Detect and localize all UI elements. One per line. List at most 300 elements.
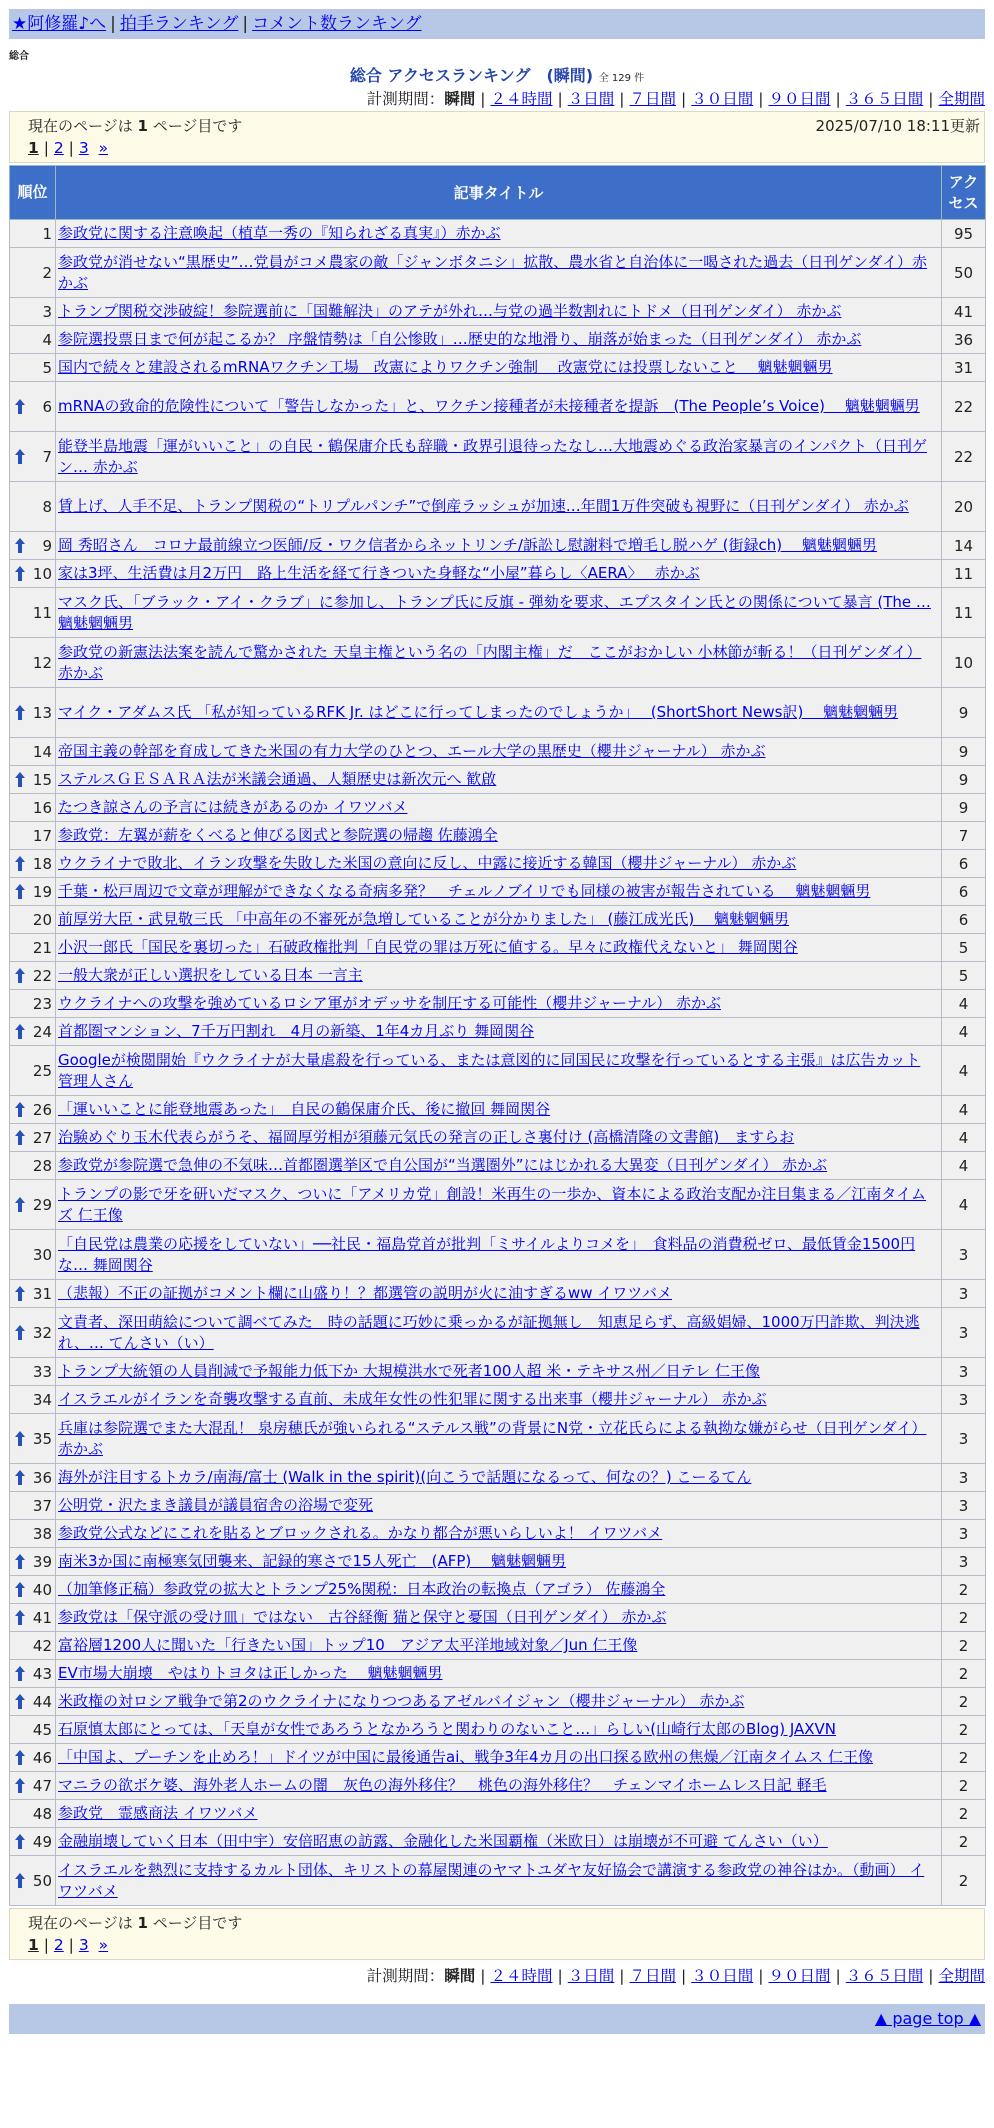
access-count: 6 [942,850,986,878]
article-title-link[interactable]: 公明党・沢たまき議員が議員宿舎の浴場で変死 [58,1496,374,1514]
article-title-link[interactable]: 小沢一郎氏「国民を裏切った」石破政権批判「自民党の罪は万死に値する。早々に政権代えないと」 舞岡関谷 [58,938,798,956]
access-count: 9 [942,688,986,738]
rank-up-arrow-icon [15,968,25,983]
page-3-link[interactable]: 3 [78,139,89,157]
rank-up-arrow-icon [15,1778,25,1793]
rank-cell [10,1280,56,1308]
rank-up-arrow-icon [15,1582,25,1597]
access-count: 3 [942,1464,986,1492]
rank-cell [10,1046,56,1096]
article-title-link[interactable]: 参政党は「保守派の受け皿」ではない 古谷経衡 猫と保守と憂国（日刊ゲンダイ） 赤かぶ [58,1608,667,1626]
rank-number: 36 [32,1468,52,1487]
rank-number: 26 [32,1100,52,1119]
article-title-link[interactable]: 参院選投票日まで何が起こるか？ 序盤情勢は「自公惨敗」…歴史的な地滑り、崩落が始まった（日刊ゲンダイ） 赤かぶ [58,330,862,348]
table-row [10,1464,986,1492]
article-title-link[interactable]: トランプの影で牙を研いだマスク、ついに「アメリカ党」創設！米再生の一歩か、資本による政治支配か注目集まる／江南タイムズ 仁王像 [58,1184,927,1224]
title-cell [56,1660,942,1688]
rank-number: 28 [32,1156,52,1175]
rank-cell [10,1308,56,1358]
period-7d-link[interactable]: ７日間 [629,1967,676,1985]
rank-cell [10,1632,56,1660]
table-row [10,482,986,532]
table-row [10,850,986,878]
title-cell [56,822,942,850]
title-cell [56,1230,942,1280]
table-row [10,1548,986,1576]
rank-number: 18 [32,854,52,873]
table-row [10,1856,986,1906]
title-cell [56,990,942,1018]
rank-number: 29 [32,1195,52,1214]
title-cell [56,326,942,354]
nav-clap-ranking-link[interactable]: 拍手ランキング [119,14,239,34]
title-cell [56,298,942,326]
article-title-link[interactable]: ウクライナで敗北、イラン攻撃を失敗した米国の意向に反し、中露に接近する韓国（櫻井ジャーナル） 赤かぶ [58,854,797,872]
access-count: 4 [942,1152,986,1180]
article-title-link[interactable]: 参政党公式などにこれを貼るとブロックされる。かなり都合が悪いらしいよ！ イワツバメ [58,1524,663,1542]
title-cell [56,766,942,794]
rank-cell [10,906,56,934]
access-count: 14 [942,532,986,560]
table-row [10,934,986,962]
title-cell [56,878,942,906]
rank-number: 30 [32,1245,52,1264]
title-cell [56,738,942,766]
article-title-link[interactable]: 参政党：左翼が薪をくべると伸びる図式と参院選の帰趨 佐藤鴻全 [58,826,498,844]
title-cell [56,1308,942,1358]
rank-cell [10,1414,56,1464]
article-title-link[interactable]: 文責者、深田萌絵について調べてみた 時の話題に巧妙に乗っかるが証拠無し 知恵足らず、高級娼婦、1000万円詐欺、判決逃れ、… てんさい（い） [58,1312,920,1352]
title-cell [56,220,942,248]
rank-up-arrow-icon [15,1610,25,1625]
table-row [10,1152,986,1180]
rank-number: 37 [32,1496,52,1515]
rank-number: 8 [42,497,52,516]
rank-up-arrow-icon [15,1750,25,1765]
access-count: 2 [942,1828,986,1856]
title-cell [56,1046,942,1096]
article-title-link[interactable]: mRNAの致命的危険性について「警告しなかった」と、ワクチン接種者が未接種者を提訴 (The People’s Voice) 魑魅魍魎男 [58,397,920,415]
title-cell [56,1280,942,1308]
table-row [10,766,986,794]
article-title-link[interactable]: 「運いいことに能登地震あった」 自民の鶴保庸介氏、後に撤回 舞岡関谷 [58,1100,551,1118]
article-title-link[interactable]: （悲報）不正の証拠がコメント欄に山盛り！？都選管の説明が火に油すぎるww イワツバメ [58,1284,673,1302]
table-row [10,1308,986,1358]
rank-number: 11 [32,603,52,622]
access-count: 2 [942,1744,986,1772]
article-title-link[interactable]: （加筆修正稿）参政党の拡大とトランプ25%関税：日本政治の転換点（アゴラ） 佐藤鴻全 [58,1580,666,1598]
rank-number: 39 [32,1552,52,1571]
rank-number: 33 [32,1362,52,1381]
nav-home-link[interactable]: ★阿修羅♪へ [12,14,107,34]
table-row [10,794,986,822]
rank-cell [10,850,56,878]
access-count: 10 [942,638,986,688]
title-cell [56,1800,942,1828]
title-cell [56,1772,942,1800]
table-row [10,962,986,990]
title-cell [56,1124,942,1152]
article-title-link[interactable]: たつき諒さんの予言には続きがあるのか イワツバメ [58,798,408,816]
rank-cell [10,1096,56,1124]
access-count: 2 [942,1716,986,1744]
rank-up-arrow-icon [15,1834,25,1849]
rank-number: 14 [32,742,52,761]
article-title-link[interactable]: トランプ関税交渉破綻！参院選前に「国難解決」のアテが外れ…与党の過半数割れにトドメ（日刊ゲンダイ） 赤かぶ [58,302,842,320]
title-cell [56,354,942,382]
access-count: 3 [942,1492,986,1520]
article-title-link[interactable]: 前厚労大臣・武見敬三氏 「中高年の不審死が急増していることが分かりました」 (藤江成光氏) 魑魅魍魎男 [58,910,790,928]
page-2-link[interactable]: 2 [53,139,64,157]
rank-number: 12 [32,653,52,672]
access-count: 3 [942,1280,986,1308]
article-title-link[interactable]: 金融崩壊していく日本（田中宇）安倍昭恵の訪露、金融化した米国覇権（米欧日）は崩壊が不可避 てんさい（い） [58,1832,828,1850]
table-row [10,638,986,688]
rank-up-arrow-icon [15,1666,25,1681]
access-count: 4 [942,1096,986,1124]
article-title-link[interactable]: 千葉・松戸周辺で文章が理解ができなくなる奇病多発？ チェルノブイリでも同様の被害が報告されている 魑魅魍魎男 [58,882,871,900]
title-cell [56,962,942,990]
period-24h-link[interactable]: ２４時間 [490,90,553,108]
article-title-link[interactable]: 南米3か国に南極寒気団襲来、記録的寒さで15人死亡 (AFP) 魑魅魍魎男 [58,1552,567,1570]
access-count: 4 [942,1018,986,1046]
access-count: 2 [942,1576,986,1604]
period-all-link[interactable]: 全期間 [938,90,985,108]
table-row [10,1358,986,1386]
title-cell [56,638,942,688]
access-count: 11 [942,588,986,638]
access-count: 3 [942,1230,986,1280]
title-cell [56,688,942,738]
title-cell [56,1492,942,1520]
total-count: 全 129 件 [598,73,645,84]
article-title-link[interactable]: 富裕層1200人に聞いた「行きたい国」トップ10 アジア太平洋地域対象／Jun 仁王像 [58,1636,638,1654]
table-row [10,1716,986,1744]
rank-cell [10,1492,56,1520]
period-label: 計測期間： [366,1967,445,1985]
article-title-link[interactable]: 一般大衆が正しい選択をしている日本 一言主 [58,966,363,984]
rank-number: 45 [32,1720,52,1739]
article-title-link[interactable]: 能登半島地震「運がいいこと」の自民・鶴保庸介氏も辞職・政界引退待ったなし…大地震めぐる政治家暴言のインパクト（日刊ゲン… 赤かぶ [58,436,927,476]
rank-number: 50 [32,1871,52,1890]
table-row [10,220,986,248]
rank-number: 9 [42,536,52,555]
rank-cell [10,532,56,560]
access-count: 9 [942,738,986,766]
table-row [10,1660,986,1688]
rank-number: 48 [32,1804,52,1823]
rank-number: 22 [32,966,52,985]
period-3d-link[interactable]: ３日間 [567,90,615,108]
rank-number: 21 [32,938,52,957]
table-row [10,1096,986,1124]
table-row [10,822,986,850]
rank-cell [10,962,56,990]
period-current: 瞬間 [444,90,476,108]
access-count: 3 [942,1308,986,1358]
access-count: 2 [942,1856,986,1906]
title-cell [56,906,942,934]
title-cell [56,1180,942,1230]
article-title-link[interactable]: 兵庫は参院選でまた大混乱！ 泉房穂氏が強いられる“ステルス戦”の背景にN党・立花氏らによる執拗な嫌がらせ（日刊ゲンダイ） 赤かぶ [58,1418,927,1458]
top-nav-bar [9,9,985,39]
rank-number: 41 [32,1608,52,1627]
title-cell [56,560,942,588]
title-cell [56,1548,942,1576]
rank-up-arrow-icon [15,1102,25,1117]
access-count: 9 [942,766,986,794]
rank-cell [10,1124,56,1152]
article-title-link[interactable]: 帝国主義の幹部を育成してきた米国の有力大学のひとつ、エール大学の黒歴史（櫻井ジャーナル） 赤かぶ [58,742,766,760]
article-title-link[interactable]: イスラエルを熱烈に支持するカルト団体、キリストの幕屋関連のヤマトユダヤ友好協会で講演する参政党の神谷はか。（動画） イワツバメ [58,1860,925,1900]
table-row [10,688,986,738]
table-row [10,1604,986,1632]
article-title-link[interactable]: マニラの欲ボケ婆、海外老人ホームの闇 灰色の海外移住？ 桃色の海外移住？ チェンマイホームレス日記 軽毛 [58,1776,827,1794]
access-count: 4 [942,990,986,1018]
title-cell [56,1386,942,1414]
title-cell [56,1856,942,1906]
rank-cell [10,248,56,298]
table-row [10,1744,986,1772]
rank-cell [10,1230,56,1280]
current-page-text: 現在のページは 1 ページ目です [28,1914,243,1932]
access-count: 95 [942,220,986,248]
updated-timestamp: 2025/07/10 18:11更新 [815,117,980,135]
nav-comment-ranking-link[interactable]: コメント数ランキング [252,14,422,34]
rank-number: 43 [32,1664,52,1683]
period-30d-link[interactable]: ３０日間 [691,90,754,108]
table-row [10,1046,986,1096]
page-3-link[interactable]: 3 [78,1936,89,1954]
pager-bottom [9,1908,985,1960]
article-title-link[interactable]: 参政党に関する注意喚起（植草一秀の『知られざる真実』）赤かぶ [58,224,501,242]
ranking-title: 総合 アクセスランキング (瞬間) [349,66,594,85]
table-row [10,1520,986,1548]
rank-cell [10,1520,56,1548]
access-count: 2 [942,1688,986,1716]
article-title-link[interactable]: イスラエルがイランを奇襲攻撃する直前、未成年女性の性犯罪に関する出来事（櫻井ジャーナル） 赤かぶ [58,1390,767,1408]
article-title-link[interactable]: 家は3坪、生活費は月2万円 路上生活を経て行きついた身軽な“小屋”暮らし〈AERA〉 赤かぶ [58,564,700,582]
title-cell [56,1604,942,1632]
period-3d-link[interactable]: ３日間 [567,1967,615,1985]
page-2-link[interactable]: 2 [53,1936,64,1954]
article-title-link[interactable]: 治験めぐり玉木代表らがうそ、福岡厚労相が須藤元気氏の発言の正しさ裏付け (高橋清隆の文書館) ますらお [58,1128,795,1146]
access-count: 50 [942,248,986,298]
access-count: 36 [942,326,986,354]
access-count: 5 [942,962,986,990]
rank-cell [10,1660,56,1688]
rank-cell [10,1386,56,1414]
article-title-link[interactable]: 首都圏マンション、7千万円割れ 4月の新築、1年4カ月ぶり 舞岡関谷 [58,1022,535,1040]
rank-cell [10,1716,56,1744]
access-count: 3 [942,1520,986,1548]
rank-cell [10,766,56,794]
access-count: 41 [942,298,986,326]
article-title-link[interactable]: 参政党が消せない“黒歴史”…党員がコメ農家の敵「ジャンボタニシ」拡散、農水省と自治体に一喝された過去（日刊ゲンダイ）赤かぶ [58,252,928,292]
rank-cell [10,1744,56,1772]
article-title-link[interactable]: 国内で続々と建設されるmRNAワクチン工場 改憲によりワクチン強制 改憲党には投票しないこと 魑魅魍魎男 [58,358,833,376]
period-90d-link[interactable]: ９０日間 [768,90,831,108]
rank-number: 1 [42,224,52,243]
title-cell [56,1828,942,1856]
rank-number: 42 [32,1636,52,1655]
title-cell [56,432,942,482]
article-title-link[interactable]: 参政党の新憲法法案を読んで驚かされた 天皇主権という名の「内閣主権」だ ここがおかしい 小林節が斬る！（日刊ゲンダイ） 赤かぶ [58,642,922,682]
rank-cell [10,220,56,248]
rank-number: 34 [32,1390,52,1409]
table-row [10,382,986,432]
nav-separator: | [110,14,116,34]
rank-number: 23 [32,994,52,1013]
period-365d-link[interactable]: ３６５日間 [845,90,924,108]
rank-number: 38 [32,1524,52,1543]
next-page-link[interactable]: » [98,139,109,157]
table-row [10,1386,986,1414]
rank-up-arrow-icon [15,566,25,581]
page-1-current: 1 [28,1936,39,1954]
rank-cell [10,382,56,432]
access-count: 3 [942,1386,986,1414]
period-7d-link[interactable]: ７日間 [629,90,676,108]
period-label: 計測期間： [366,90,445,108]
access-count: 20 [942,482,986,532]
nav-separator: | [242,14,249,34]
table-row [10,1772,986,1800]
article-title-link[interactable]: 米政権の対ロシア戦争で第2のウクライナになりつつあるアゼルバイジャン（櫻井ジャーナル） 赤かぶ [58,1692,745,1710]
rank-number: 4 [42,330,52,349]
article-title-link[interactable]: 石原慎太郎にとっては、「天皇が女性であろうとなかろうと関わりのないこと…」らしい(山崎行太郎のBlog) JAXVN [58,1720,837,1738]
access-count: 2 [942,1800,986,1828]
rank-number: 32 [32,1323,52,1342]
article-title-link[interactable]: 「自民党は農業の応援をしていない」──社民・福島党首が批判「ミサイルよりコメを」 食料品の消費税ゼロ、最低賃金1500円な… 舞岡関谷 [58,1234,916,1274]
rank-cell [10,1464,56,1492]
title-cell [56,482,942,532]
article-title-link[interactable]: ウクライナへの攻撃を強めているロシア軍がオデッサを制圧する可能性（櫻井ジャーナル） 赤かぶ [58,994,721,1012]
title-cell [56,1520,942,1548]
next-page-link[interactable]: » [98,1936,109,1954]
article-title-link[interactable]: 賃上げ、人手不足、トランプ関税の“トリプルパンチ”で倒産ラッシュが加速…年間1万件突破も視野に（日刊ゲンダイ） 赤かぶ [58,497,909,515]
header-title: 記事タイトル [56,166,942,220]
rank-number: 46 [32,1748,52,1767]
access-count: 31 [942,354,986,382]
table-row [10,1576,986,1604]
period-selector-bottom: 計測期間：瞬間 | ２４時間 | ３日間 | ７日間 | ３０日間 | ９０日間 | ３６５日間 | 全期間 [366,1967,985,1985]
rank-number: 20 [32,910,52,929]
rank-up-arrow-icon [15,772,25,787]
table-row [10,354,986,382]
access-count: 5 [942,934,986,962]
rank-number: 27 [32,1128,52,1147]
rank-number: 2 [42,263,52,282]
table-row [10,1280,986,1308]
period-all-link[interactable]: 全期間 [938,1967,985,1985]
rank-up-arrow-icon [15,884,25,899]
rank-cell [10,354,56,382]
rank-up-arrow-icon [15,1130,25,1145]
period-365d-link[interactable]: ３６５日間 [845,1967,924,1985]
table-row [10,248,986,298]
article-title-link[interactable]: マスク氏、「ブラック・アイ・クラブ」に参加し、トランプ氏に反旗 - 弾劾を要求、エプスタイン氏との関係について暴言 (The … 魑魅魍魎男 [58,592,931,632]
rank-cell [10,1018,56,1046]
article-title-link[interactable]: 参政党が参院選で急伸の不気味…首都圏選挙区で自公国が“当選圏外”にはじかれる大異変（日刊ゲンダイ） 赤かぶ [58,1156,828,1174]
table-row [10,1828,986,1856]
rank-cell [10,822,56,850]
rank-cell [10,688,56,738]
rank-cell [10,326,56,354]
title-cell [56,382,942,432]
rank-cell [10,794,56,822]
article-title-link[interactable]: 「中国よ、プーチンを止めろ！」ドイツが中国に最後通告ai、戦争3年4カ月の出口探る欧州の焦燥／江南タイムス 仁王像 [58,1748,873,1766]
table-row [10,1414,986,1464]
rank-number: 5 [42,358,52,377]
table-row [10,738,986,766]
article-title-link[interactable]: EV市場大崩壊 やはりトヨタは正しかった 魑魅魍魎男 [58,1664,443,1682]
article-title-link[interactable]: ステルスＧＥＳＡＲＡ法が米議会通過、人類歴史は新次元へ 歓啟 [58,770,497,788]
title-cell [56,850,942,878]
rank-cell [10,482,56,532]
rank-number: 40 [32,1580,52,1599]
rank-cell [10,1548,56,1576]
table-row [10,560,986,588]
rank-up-arrow-icon [15,399,25,414]
rank-up-arrow-icon [15,449,25,464]
ranking-table [9,165,986,1906]
access-count: 22 [942,382,986,432]
rank-number: 49 [32,1832,52,1851]
rank-cell [10,1180,56,1230]
rank-number: 31 [32,1284,52,1303]
rank-cell [10,738,56,766]
rank-number: 15 [32,770,52,789]
rank-up-arrow-icon [15,705,25,720]
article-title-link[interactable]: マイク・アダムス氏 「私が知っているRFK Jr. はどこに行ってしまったのでしょうか」 (ShortShort News訳) 魑魅魍魎男 [58,703,899,721]
page-wrapper [9,9,985,2034]
page-title [9,65,985,87]
article-title-link[interactable]: 岡 秀昭さん コロナ最前線立つ医師/反・ワク信者からネットリンチ/訴訟し慰謝料で増毛し脱ハゲ (街録ch) 魑魅魍魎男 [58,536,877,554]
rank-cell [10,934,56,962]
rank-cell [10,432,56,482]
rank-number: 35 [32,1429,52,1448]
access-count: 2 [942,1604,986,1632]
rank-number: 47 [32,1776,52,1795]
access-count: 22 [942,432,986,482]
footer-bar [9,2004,985,2034]
access-count: 3 [942,1358,986,1386]
article-title-link[interactable]: 海外が注目するトカラ/南海/富士 (Walk in the spirit)(向こうで話題になるって、何なの？) こーるてん [58,1468,752,1486]
rank-up-arrow-icon [15,1431,25,1446]
page-top-link[interactable]: ▲ page top ▲ [874,2009,981,2028]
access-count: 6 [942,878,986,906]
article-title-link[interactable]: トランプ大統領の人員削減で予報能力低下か 大規模洪水で死者100人超 米・テキサス州／日テレ 仁王像 [58,1362,761,1380]
access-count: 7 [942,822,986,850]
access-count: 11 [942,560,986,588]
rank-cell [10,1604,56,1632]
period-30d-link[interactable]: ３０日間 [691,1967,754,1985]
access-count: 3 [942,1414,986,1464]
title-cell [56,588,942,638]
access-count: 2 [942,1660,986,1688]
period-24h-link[interactable]: ２４時間 [490,1967,553,1985]
article-title-link[interactable]: 参政党 霊感商法 イワツバメ [58,1804,258,1822]
title-cell [56,934,942,962]
title-cell [56,1576,942,1604]
article-title-link[interactable]: Googleが検閲開始『ウクライナが大量虐殺を行っている、または意図的に同国民に攻撃を行っているとする主張』は広告カット 管理人さん [58,1050,921,1090]
rank-number: 6 [42,397,52,416]
rank-up-arrow-icon [15,1554,25,1569]
table-row [10,1492,986,1520]
table-row [10,1180,986,1230]
period-90d-link[interactable]: ９０日間 [768,1967,831,1985]
